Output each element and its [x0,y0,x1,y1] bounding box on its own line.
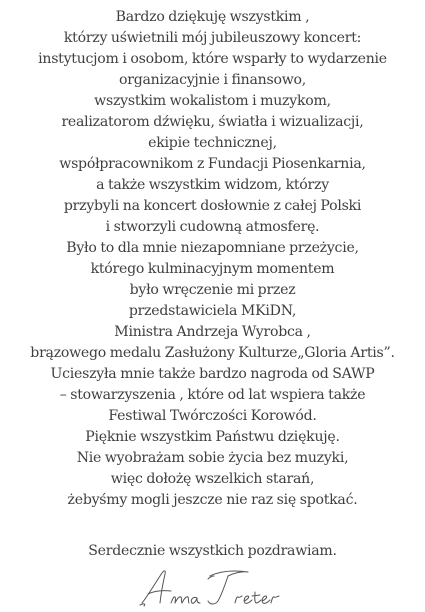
letter-line: Ministra Andrzeja Wyrobca , [114,324,311,340]
letter-line: brązowego medalu Zasłużony Kulturze„Gloria Artis”. [30,345,395,361]
letter-line: instytucjom i osobom, które wsparły to wydarzenie [38,51,387,67]
letter-line: więc dołożę wszelkich starań, [110,471,315,487]
letter-line: Było to dla mnie niezapomniane przeżycie, [66,240,359,256]
letter-line: organizacyjnie i finansowo, [119,72,306,88]
letter-line: przybyli na koncert dosłownie z całej Polski [63,198,362,214]
letter-line: Nie wyobrażam sobie życia bez muzyki, [76,450,349,466]
letter-line: którzy uświetnili mój jubileuszowy koncert: [63,30,362,46]
letter-line: przedstawiciela MKiDN, [128,303,297,319]
letter-line: żebyśmy mogli jeszcze nie raz się spotkać. [67,492,358,508]
handwritten-signature [138,567,298,609]
letter-line: współpracownikom z Fundacji Piosenkarnia, [59,156,366,172]
letter-line: – stowarzyszenia , które od lat wspiera także [59,387,366,403]
closing-greeting: Serdecznie wszystkich pozdrawiam. [88,543,337,559]
letter-line: Pięknie wszystkim Państwu dziękuję. [85,429,340,445]
letter-line: realizatorom dźwięku, światła i wizualizacji, [61,114,364,130]
letter-line: ekipie technicznej, [148,135,277,151]
letter-body [0,7,425,511]
letter-line: wszystkim wokalistom i muzykom, [94,93,331,109]
letter-line: Festiwal Twórczości Korowód. [108,408,317,424]
letter-line: Bardzo dziękuję wszystkim , [115,9,310,25]
letter-line: a także wszystkim widzom, którzy [96,177,329,193]
letter-line: i stworzyli cudowną atmosferę. [105,219,320,235]
letter-line: którego kulminacyjnym momentem [90,261,335,277]
letter-line: Ucieszyła mnie także bardzo nagroda od SAWP [50,366,375,382]
letter-line: było wręczenie mi przez [129,282,296,298]
